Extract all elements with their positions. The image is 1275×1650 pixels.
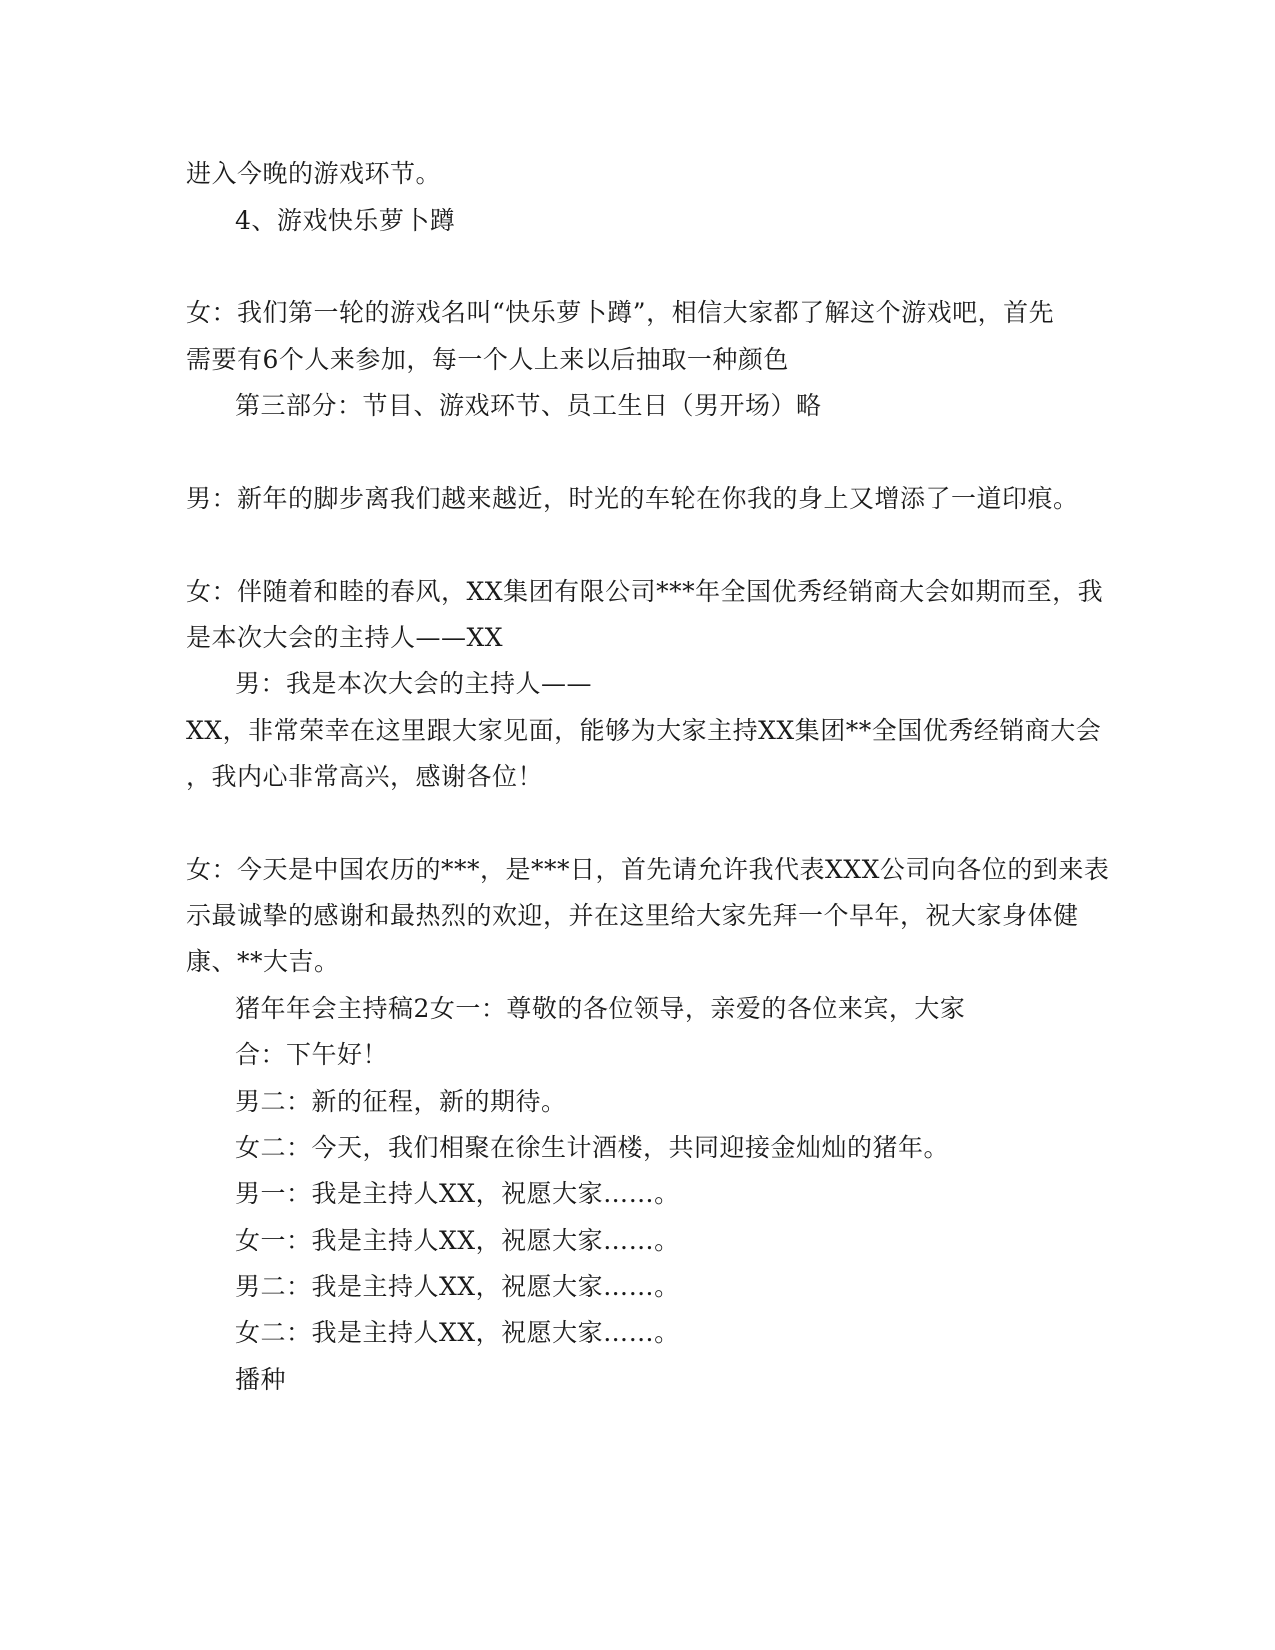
text-line: 播种 — [235, 1365, 287, 1394]
text-line: 男二：新的征程，新的期待。 — [235, 1087, 567, 1116]
text-line: 男二：我是主持人XX，祝愿大家……。 — [235, 1272, 680, 1301]
text-line: 男：新年的脚步离我们越来越近，时光的车轮在你我的身上又增添了一道印痕。 — [186, 484, 1079, 513]
text-line: 女二：我是主持人XX，祝愿大家……。 — [235, 1318, 680, 1347]
text-line: XX，非常荣幸在这里跟大家见面，能够为大家主持XX集团**全国优秀经销商大会 — [186, 716, 1102, 745]
text-line: 男：我是本次大会的主持人—— — [235, 669, 593, 698]
section-heading: 第三部分：节目、游戏环节、员工生日（男开场）略 — [235, 391, 822, 420]
text-line: 需要有6个人来参加，每一个人上来以后抽取一种颜色 — [186, 345, 789, 374]
text-line: 猪年年会主持稿2女一：尊敬的各位领导，亲爱的各位来宾，大家 — [235, 994, 966, 1023]
text-line: 是本次大会的主持人——XX — [186, 623, 504, 652]
text-line: 合：下午好！ — [235, 1040, 389, 1069]
text-line: 女二：今天，我们相聚在徐生计酒楼，共同迎接金灿灿的猪年。 — [235, 1133, 950, 1162]
section-heading: 4、游戏快乐萝卜蹲 — [235, 206, 456, 235]
text-line: 示最诚挚的感谢和最热烈的欢迎，并在这里给大家先拜一个早年，祝大家身体健 — [186, 901, 1079, 930]
text-line: 康、**大吉。 — [186, 947, 340, 976]
text-line: 女：伴随着和睦的春风，XX集团有限公司***年全国优秀经销商大会如期而至，我 — [186, 577, 1104, 606]
text-line: ，我内心非常高兴，感谢各位！ — [186, 762, 544, 791]
text-line: 进入今晚的游戏环节。 — [186, 159, 442, 188]
text-line: 女：今天是中国农历的***，是***日，首先请允许我代表XXX公司向各位的到来表 — [186, 855, 1110, 884]
text-line: 男一：我是主持人XX，祝愿大家……。 — [235, 1179, 680, 1208]
text-line: 女：我们第一轮的游戏名叫“快乐萝卜蹲”，相信大家都了解这个游戏吧，首先 — [186, 298, 1055, 327]
text-line: 女一：我是主持人XX，祝愿大家……。 — [235, 1226, 680, 1255]
